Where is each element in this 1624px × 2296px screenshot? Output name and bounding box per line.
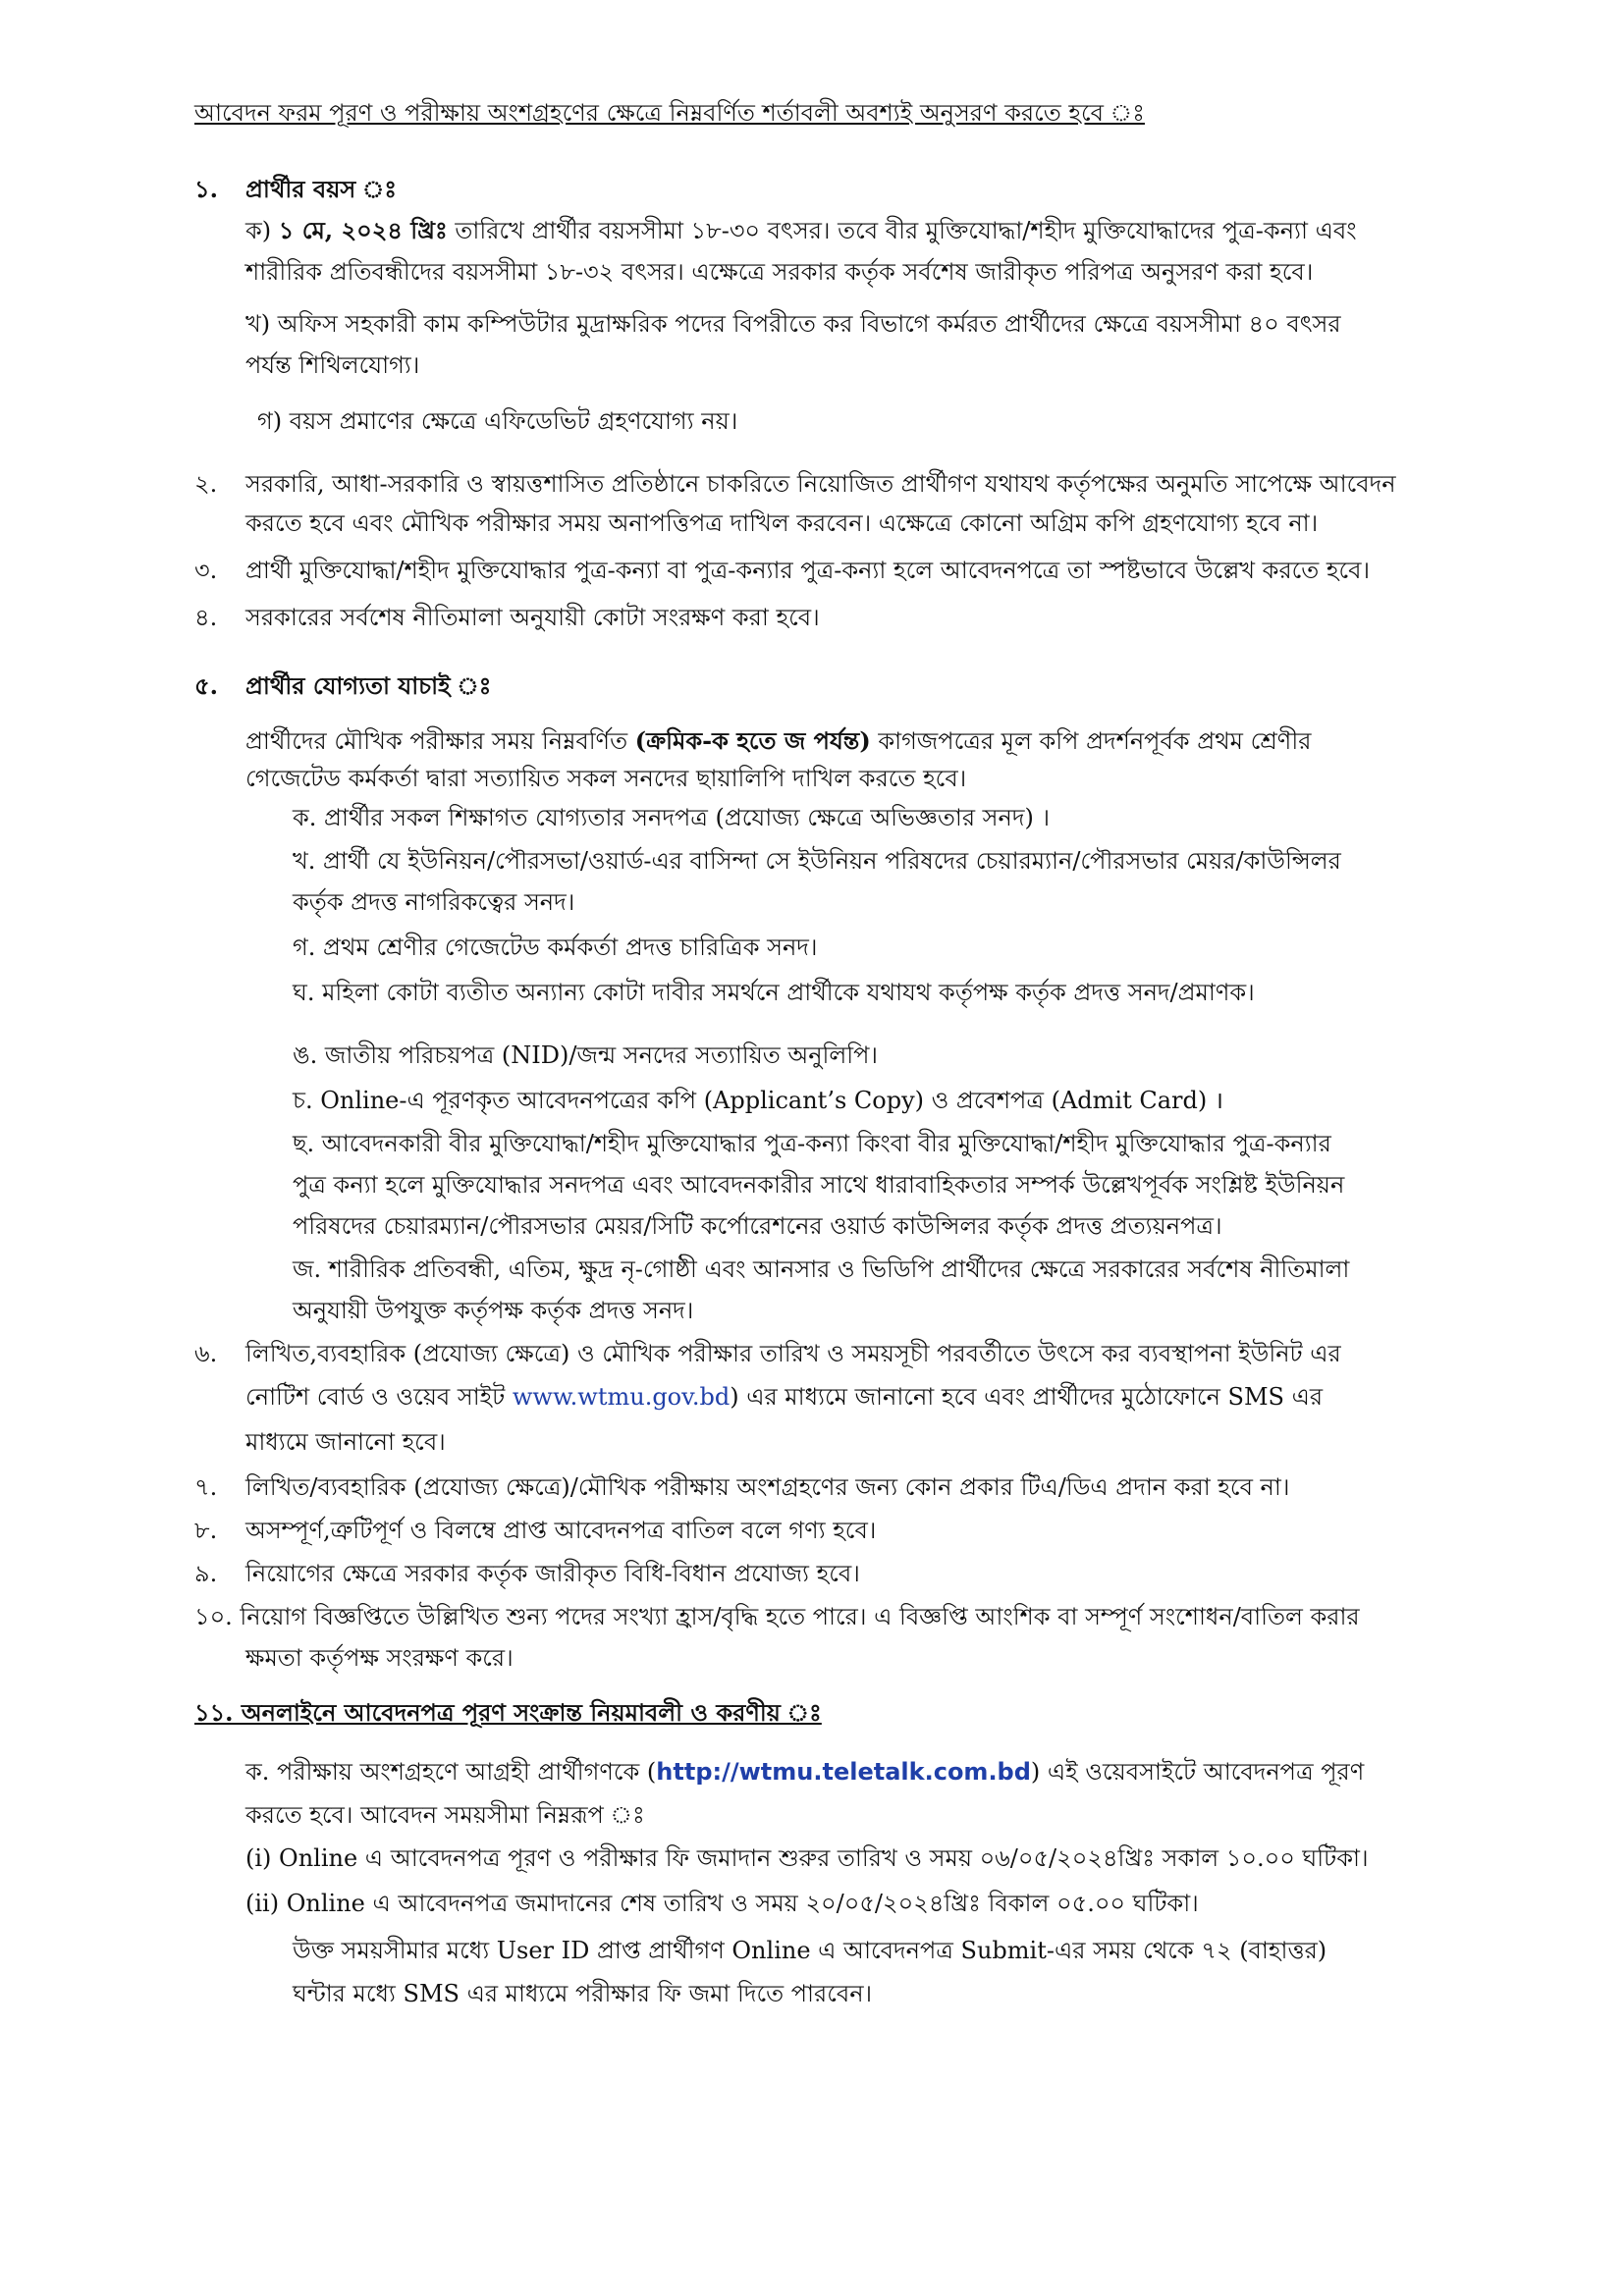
section-11-ka-line-1 (245, 1757, 1364, 1787)
section-11-title: ১১. অনলাইনে আবেদনপত্র পূরণ সংক্রান্ত নিয়মাবলী ও করণীয় ঃ (194, 1698, 822, 1727)
section-5-item-chha-line-3: পরিষদের চেয়ারম্যান/পৌরসভার মেয়র/সিটি কর্পোরেশনের ওয়ার্ড কাউন্সিলর কর্তৃক প্রদত্ত প্রত্যয়নপত্র। (293, 1212, 1222, 1240)
section-6-line-3: মাধ্যমে জানানো হবে। (245, 1428, 446, 1456)
section-1-title: প্রার্থীর বয়স ঃ (245, 175, 398, 203)
website-link[interactable]: www.wtmu.gov.bd (512, 1383, 731, 1411)
section-5-para-text: কাগজপত্রের মূল কপি প্রদর্শনপূর্বক প্রথম শ্রেণীর (870, 727, 1312, 755)
section-11-ka-prefix: ক. পরীক্ষায় অংশগ্রহণে আগ্রহী প্রার্থীগণকে ( (245, 1758, 657, 1786)
section-5-item-kha-line-1: খ. প্রার্থী যে ইউনিয়ন/পৌরসভা/ওয়ার্ড-এর বাসিন্দা সে ইউনিয়ন পরিষদের চেয়ারম্যান/পৌরসভার মেয়র/কাউন্সিলর (293, 847, 1341, 875)
section-1-a-prefix: ক) (245, 217, 279, 244)
section-5-item-chha-line-1: ছ. আবেদনকারী বীর মুক্তিযোদ্ধা/শহীদ মুক্তিযোদ্ধার পুত্র-কন্যা কিংবা বীর মুক্তিযোদ্ধা/শহীদ মুক্তিযোদ্ধার পুত্র-কন্যার (293, 1130, 1331, 1157)
section-11-note-line-2: ঘন্টার মধ্যে SMS এর মাধ্যমে পরীক্ষার ফি জমা দিতে পারবেন। (293, 1980, 873, 2007)
section-1-b-line-2: পর্যন্ত শিথিলযোগ্য। (245, 351, 420, 379)
section-6-line-2-prefix: নোটিশ বোর্ড ও ওয়েব সাইট (245, 1383, 513, 1411)
section-11-ka-text: ) এই ওয়েবসাইটে আবেদনপত্র পূরণ (1030, 1758, 1365, 1786)
section-1-a-line-2: শারীরিক প্রতিবন্ধীদের বয়সসীমা ১৮-৩২ বৎসর। এক্ষেত্রে সরকার কর্তৃক সর্বশেষ জারীকৃত পরিপত্র অনুসরণ করা হবে। (245, 258, 1314, 286)
section-4-number: ৪. (194, 604, 218, 631)
section-5-item-ja-line-1: জ. শারীরিক প্রতিবন্ধী, এতিম, ক্ষুদ্র নৃ-গোষ্ঠী এবং আনসার ও ভিডিপি প্রার্থীদের ক্ষেত্রে সরকারের সর্বশেষ নীতিমালা (293, 1255, 1350, 1283)
section-5-para-line-1 (245, 726, 1311, 756)
section-5-para-prefix: প্রার্থীদের মৌখিক পরীক্ষার সময় নিম্নবর্ণিত (245, 727, 635, 755)
section-9-number: ৯. (194, 1560, 218, 1587)
section-3-line-1: প্রার্থী মুক্তিযোদ্ধা/শহীদ মুক্তিযোদ্ধার পুত্র-কন্যা বা পুত্র-কন্যার পুত্র-কন্যা হলে আবেদনপত্রে তা স্পষ্টভাবে উল্লেখ করতে হবে। (245, 557, 1371, 584)
section-5-item-ja-line-2: অনুযায়ী উপযুক্ত কর্তৃপক্ষ কর্তৃক প্রদত্ত সনদ। (293, 1297, 694, 1324)
section-10-line-1: ১০. নিয়োগ বিজ্ঞপ্তিতে উল্লিখিত শুন্য পদের সংখ্যা হ্রাস/বৃদ্ধি হতে পারে। এ বিজ্ঞপ্তি আংশিক বা সম্পূর্ণ সংশোধন/বাতিল করার (194, 1603, 1360, 1630)
section-7-number: ৭. (194, 1473, 218, 1501)
section-5-item-chha-line-2: পুত্র কন্যা হলে মুক্তিযোদ্ধার সনদপত্র এবং আবেদনকারীর সাথে ধারাবাহিকতার সম্পর্ক উল্লেখপূর্বক সংশ্লিষ্ট ইউনিয়ন (293, 1171, 1345, 1199)
section-6-number: ৬. (194, 1340, 218, 1367)
section-2-number: ২. (194, 470, 218, 498)
section-1-a-date: ১ মে, ২০২৪ খ্রিঃ (278, 216, 448, 244)
section-8-number: ৮. (194, 1517, 218, 1544)
section-5-para-line-2: গেজেটেড কর্মকর্তা দ্বারা সত্যায়িত সকল সনদের ছায়ালিপি দাখিল করতে হবে। (245, 765, 967, 792)
section-11-ka-line-2: করতে হবে। আবেদন সময়সীমা নিম্নরূপ ঃ (245, 1801, 645, 1829)
section-1-a-line-1 (245, 216, 1357, 245)
section-1-b-line-1: খ) অফিস সহকারী কাম কম্পিউটার মুদ্রাক্ষরিক পদের বিপরীতে কর বিভাগে কর্মরত প্রার্থীদের ক্ষেত্রে বয়সসীমা ৪০ বৎসর (245, 310, 1341, 338)
section-5-item-cha: চ. Online-এ পূরণকৃত আবেদনপত্রের কপি (Applicant’s Copy) ও প্রবেশপত্র (Admit Card) । (293, 1087, 1223, 1114)
section-4-line-1: সরকারের সর্বশেষ নীতিমালা অনুযায়ী কোটা সংরক্ষণ করা হবে। (245, 604, 820, 631)
section-5-item-gha: ঘ. মহিলা কোটা ব্যতীত অন্যান্য কোটা দাবীর সমর্থনে প্রার্থীকে যথাযথ কর্তৃপক্ষ কর্তৃক প্রদত্ত সনদ/প্রমাণক। (293, 979, 1255, 1006)
section-5-para-range: (ক্রমিক-ক হতে জ পর্যন্ত) (634, 726, 871, 755)
section-6-line-2-text: ) এর মাধ্যমে জানানো হবে এবং প্রার্থীদের মুঠোফোনে SMS এর (730, 1383, 1324, 1411)
section-6-line-1: লিখিত,ব্যবহারিক (প্রযোজ্য ক্ষেত্রে) ও মৌখিক পরীক্ষার তারিখ ও সময়সূচী পরবর্তীতে উৎসে কর ব্যবস্থাপনা ইউনিট এর (245, 1340, 1341, 1367)
section-5-title: প্রার্থীর যোগ্যতা যাচাই ঃ (245, 671, 492, 700)
section-7-line-1: লিখিত/ব্যবহারিক (প্রযোজ্য ক্ষেত্রে)/মৌখিক পরীক্ষায় অংশগ্রহণের জন্য কোন প্রকার টিএ/ডিএ প্রদান করা হবে না। (245, 1473, 1290, 1501)
section-9-line-1: নিয়োগের ক্ষেত্রে সরকার কর্তৃক জারীকৃত বিধি-বিধান প্রযোজ্য হবে। (245, 1560, 860, 1587)
section-6-line-2 (245, 1382, 1323, 1412)
section-1-number: ১. (194, 175, 218, 203)
section-5-number: ৫. (194, 671, 218, 700)
section-1-a-text: তারিখে প্রার্থীর বয়সসীমা ১৮-৩০ বৎসর। তবে বীর মুক্তিযোদ্ধা/শহীদ মুক্তিযোদ্ধাদের পুত্র-কন্যা এবং (447, 217, 1357, 244)
section-10-line-2: ক্ষমতা কর্তৃপক্ষ সংরক্ষণ করে। (245, 1644, 514, 1672)
section-8-line-1: অসম্পূর্ণ,ত্রুটিপূর্ণ ও বিলম্বে প্রাপ্ত আবেদনপত্র বাতিল বলে গণ্য হবে। (245, 1517, 877, 1544)
section-2-line-2: করতে হবে এবং মৌখিক পরীক্ষার সময় অনাপত্তিপত্র দাখিল করবেন। এক্ষেত্রে কোনো অগ্রিম কপি গ্রহণযোগ্য হবে না। (245, 509, 1319, 537)
section-11-item-i: (i) Online এ আবেদনপত্র পূরণ ও পরীক্ষার ফি জমাদান শুরুর তারিখ ও সময় ০৬/০৫/২০২৪খ্রিঃ সকাল ১০.০০ ঘটিকা। (245, 1844, 1369, 1872)
intro-heading: আবেদন ফরম পূরণ ও পরীক্ষায় অংশগ্রহণের ক্ষেত্রে নিম্নবর্ণিত শর্তাবলী অবশ্যই অনুসরণ করতে হবে ঃ (194, 99, 1145, 127)
teletalk-link[interactable]: http://wtmu.teletalk.com.bd (656, 1758, 1031, 1786)
section-5-item-kha-line-2: কর্তৃক প্রদত্ত নাগরিকত্বের সনদ। (293, 888, 575, 916)
section-5-item-uma: ঙ. জাতীয় পরিচয়পত্র (NID)/জন্ম সনদের সত্যায়িত অনুলিপি। (293, 1041, 879, 1069)
section-2-line-1: সরকারি, আধা-সরকারি ও স্বায়ত্তশাসিত প্রতিষ্ঠানে চাকরিতে নিয়োজিত প্রার্থীগণ যথাযথ কর্তৃপক্ষের অনুমতি সাপেক্ষে আবেদন (245, 470, 1396, 498)
section-5-item-ga: গ. প্রথম শ্রেণীর গেজেটেড কর্মকর্তা প্রদত্ত চারিত্রিক সনদ। (293, 934, 818, 961)
section-11-note-line-1: উক্ত সময়সীমার মধ্যে User ID প্রাপ্ত প্রার্থীগণ Online এ আবেদনপত্র Submit-এর সময় থেকে ৭২ (বাহাত্তর) (293, 1937, 1327, 1964)
section-5-item-ka: ক. প্রার্থীর সকল শিক্ষাগত যোগ্যতার সনদপত্র (প্রযোজ্য ক্ষেত্রে অভিজ্ঞতার সনদ) । (293, 804, 1051, 831)
section-11-item-ii: (ii) Online এ আবেদনপত্র জমাদানের শেষ তারিখ ও সময় ২০/০৫/২০২৪খ্রিঃ বিকাল ০৫.০০ ঘটিকা। (245, 1890, 1199, 1917)
section-3-number: ৩. (194, 557, 218, 584)
section-1-c-line-1: গ) বয়স প্রমাণের ক্ষেত্রে এফিডেভিট গ্রহণযোগ্য নয়। (257, 407, 738, 435)
